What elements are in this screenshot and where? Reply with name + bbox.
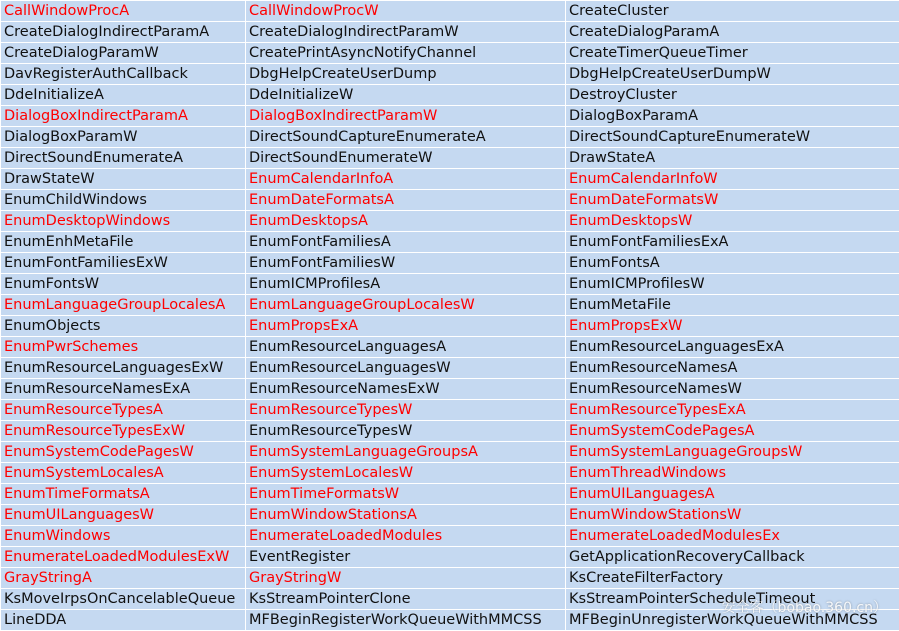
table-cell: EnumResourceLanguagesA (246, 337, 566, 358)
table-cell: DialogBoxIndirectParamW (246, 106, 566, 127)
table-cell: EnumerateLoadedModulesEx (566, 526, 899, 547)
table-cell: EnumUILanguagesA (566, 484, 899, 505)
table-cell: CreateCluster (566, 1, 899, 22)
table-row (1, 442, 899, 463)
table-cell: DrawStateA (566, 148, 899, 169)
table-cell: DirectSoundEnumerateA (1, 148, 246, 169)
table-cell: EnumDateFormatsA (246, 190, 566, 211)
table-row (1, 547, 899, 568)
table-row (1, 85, 899, 106)
table-row (1, 22, 899, 43)
table-cell: EnumDesktopWindows (1, 211, 246, 232)
table-cell: EnumICMProfilesA (246, 274, 566, 295)
table-row (1, 211, 899, 232)
table-cell: CreateDialogParamW (1, 43, 246, 64)
table-row (1, 127, 899, 148)
table-cell: EnumerateLoadedModules (246, 526, 566, 547)
table-cell: GetApplicationRecoveryCallback (566, 547, 899, 568)
table-cell: EnumSystemLocalesA (1, 463, 246, 484)
table-cell: EnumMetaFile (566, 295, 899, 316)
table-cell: EnumObjects (1, 316, 246, 337)
table-cell: EnumLanguageGroupLocalesA (1, 295, 246, 316)
table-cell: CreateDialogParamA (566, 22, 899, 43)
table-row (1, 232, 899, 253)
table-cell: EnumResourceNamesW (566, 379, 899, 400)
table-cell: DavRegisterAuthCallback (1, 64, 246, 85)
table-cell: EnumLanguageGroupLocalesW (246, 295, 566, 316)
table-row (1, 400, 899, 421)
table-row (1, 610, 899, 631)
table-cell: EnumerateLoadedModulesExW (1, 547, 246, 568)
table-cell: EnumResourceTypesW (246, 400, 566, 421)
table-row (1, 169, 899, 190)
table-cell: DialogBoxParamW (1, 127, 246, 148)
table-cell: EnumFontFamiliesA (246, 232, 566, 253)
table-cell: LineDDA (1, 610, 246, 631)
table-cell: CreateTimerQueueTimer (566, 43, 899, 64)
table-cell: EnumResourceNamesExW (246, 379, 566, 400)
table-cell: EnumPropsExA (246, 316, 566, 337)
table-cell: EnumResourceLanguagesW (246, 358, 566, 379)
table-cell: EnumEnhMetaFile (1, 232, 246, 253)
table-cell: EnumPropsExW (566, 316, 899, 337)
table-cell: EnumResourceTypesA (1, 400, 246, 421)
table-row (1, 316, 899, 337)
table-cell: KsStreamPointerClone (246, 589, 566, 610)
table-row (1, 64, 899, 85)
table-cell: DirectSoundEnumerateW (246, 148, 566, 169)
table-cell: EnumResourceNamesExA (1, 379, 246, 400)
table-row (1, 421, 899, 442)
table-cell: CreateDialogIndirectParamW (246, 22, 566, 43)
table-cell: EnumFontFamiliesExW (1, 253, 246, 274)
table-cell: EnumTimeFormatsA (1, 484, 246, 505)
table-cell: EnumResourceLanguagesExA (566, 337, 899, 358)
table-cell: EnumSystemLanguageGroupsA (246, 442, 566, 463)
table-row (1, 358, 899, 379)
table-cell: DdeInitializeA (1, 85, 246, 106)
api-table-body (1, 1, 899, 631)
table-row (1, 505, 899, 526)
table-cell: MFBeginUnregisterWorkQueueWithMMCSS (566, 610, 899, 631)
table-cell: DbgHelpCreateUserDumpW (566, 64, 899, 85)
table-cell: EnumWindows (1, 526, 246, 547)
table-cell: EnumDesktopsW (566, 211, 899, 232)
table-cell: EnumFontFamiliesExA (566, 232, 899, 253)
table-cell: DialogBoxParamA (566, 106, 899, 127)
table-cell: EnumSystemCodePagesA (566, 421, 899, 442)
table-row (1, 1, 899, 22)
table-row (1, 568, 899, 589)
table-cell: EnumCalendarInfoA (246, 169, 566, 190)
table-cell: EnumThreadWindows (566, 463, 899, 484)
table-row (1, 526, 899, 547)
table-cell: CreatePrintAsyncNotifyChannel (246, 43, 566, 64)
table-cell: EnumResourceTypesW (246, 421, 566, 442)
table-cell: DrawStateW (1, 169, 246, 190)
table-row (1, 253, 899, 274)
table-row (1, 337, 899, 358)
table-row (1, 190, 899, 211)
table-row (1, 379, 899, 400)
table-cell: EnumSystemLocalesW (246, 463, 566, 484)
table-row (1, 484, 899, 505)
table-cell: DirectSoundCaptureEnumerateW (566, 127, 899, 148)
table-cell: GrayStringW (246, 568, 566, 589)
table-cell: EnumDesktopsA (246, 211, 566, 232)
table-row (1, 589, 899, 610)
table-row (1, 106, 899, 127)
table-cell: GrayStringA (1, 568, 246, 589)
table-row (1, 43, 899, 64)
table-cell: EnumResourceTypesExW (1, 421, 246, 442)
watermark: 安全客（bobao.360.cn） (722, 597, 887, 617)
table-row (1, 274, 899, 295)
table-cell: EnumSystemLanguageGroupsW (566, 442, 899, 463)
table-cell: EnumFontsW (1, 274, 246, 295)
table-cell: EnumTimeFormatsW (246, 484, 566, 505)
table-cell: EnumFontsA (566, 253, 899, 274)
table-cell: EnumUILanguagesW (1, 505, 246, 526)
table-cell: EnumWindowStationsW (566, 505, 899, 526)
table-cell: KsMoveIrpsOnCancelableQueue (1, 589, 246, 610)
table-cell: CreateDialogIndirectParamA (1, 22, 246, 43)
table-cell: CallWindowProcW (246, 1, 566, 22)
table-cell: EnumICMProfilesW (566, 274, 899, 295)
table-cell: KsStreamPointerScheduleTimeout (566, 589, 899, 610)
table-cell: EnumPwrSchemes (1, 337, 246, 358)
table-cell: EnumChildWindows (1, 190, 246, 211)
table-cell: EnumResourceLanguagesExW (1, 358, 246, 379)
table-cell: EnumResourceTypesExA (566, 400, 899, 421)
table-cell: CallWindowProcA (1, 1, 246, 22)
table-cell: EnumFontFamiliesW (246, 253, 566, 274)
table-cell: DialogBoxIndirectParamA (1, 106, 246, 127)
table-cell: DirectSoundCaptureEnumerateA (246, 127, 566, 148)
table-cell: EnumCalendarInfoW (566, 169, 899, 190)
table-cell: EnumWindowStationsA (246, 505, 566, 526)
table-cell: EnumDateFormatsW (566, 190, 899, 211)
table-row (1, 148, 899, 169)
table-cell: EnumResourceNamesA (566, 358, 899, 379)
table-cell: EventRegister (246, 547, 566, 568)
table-cell: DbgHelpCreateUserDump (246, 64, 566, 85)
table-cell: EnumSystemCodePagesW (1, 442, 246, 463)
table-cell: DestroyCluster (566, 85, 899, 106)
table-cell: KsCreateFilterFactory (566, 568, 899, 589)
table-row (1, 463, 899, 484)
table-cell: MFBeginRegisterWorkQueueWithMMCSS (246, 610, 566, 631)
table-cell: DdeInitializeW (246, 85, 566, 106)
table-row (1, 295, 899, 316)
